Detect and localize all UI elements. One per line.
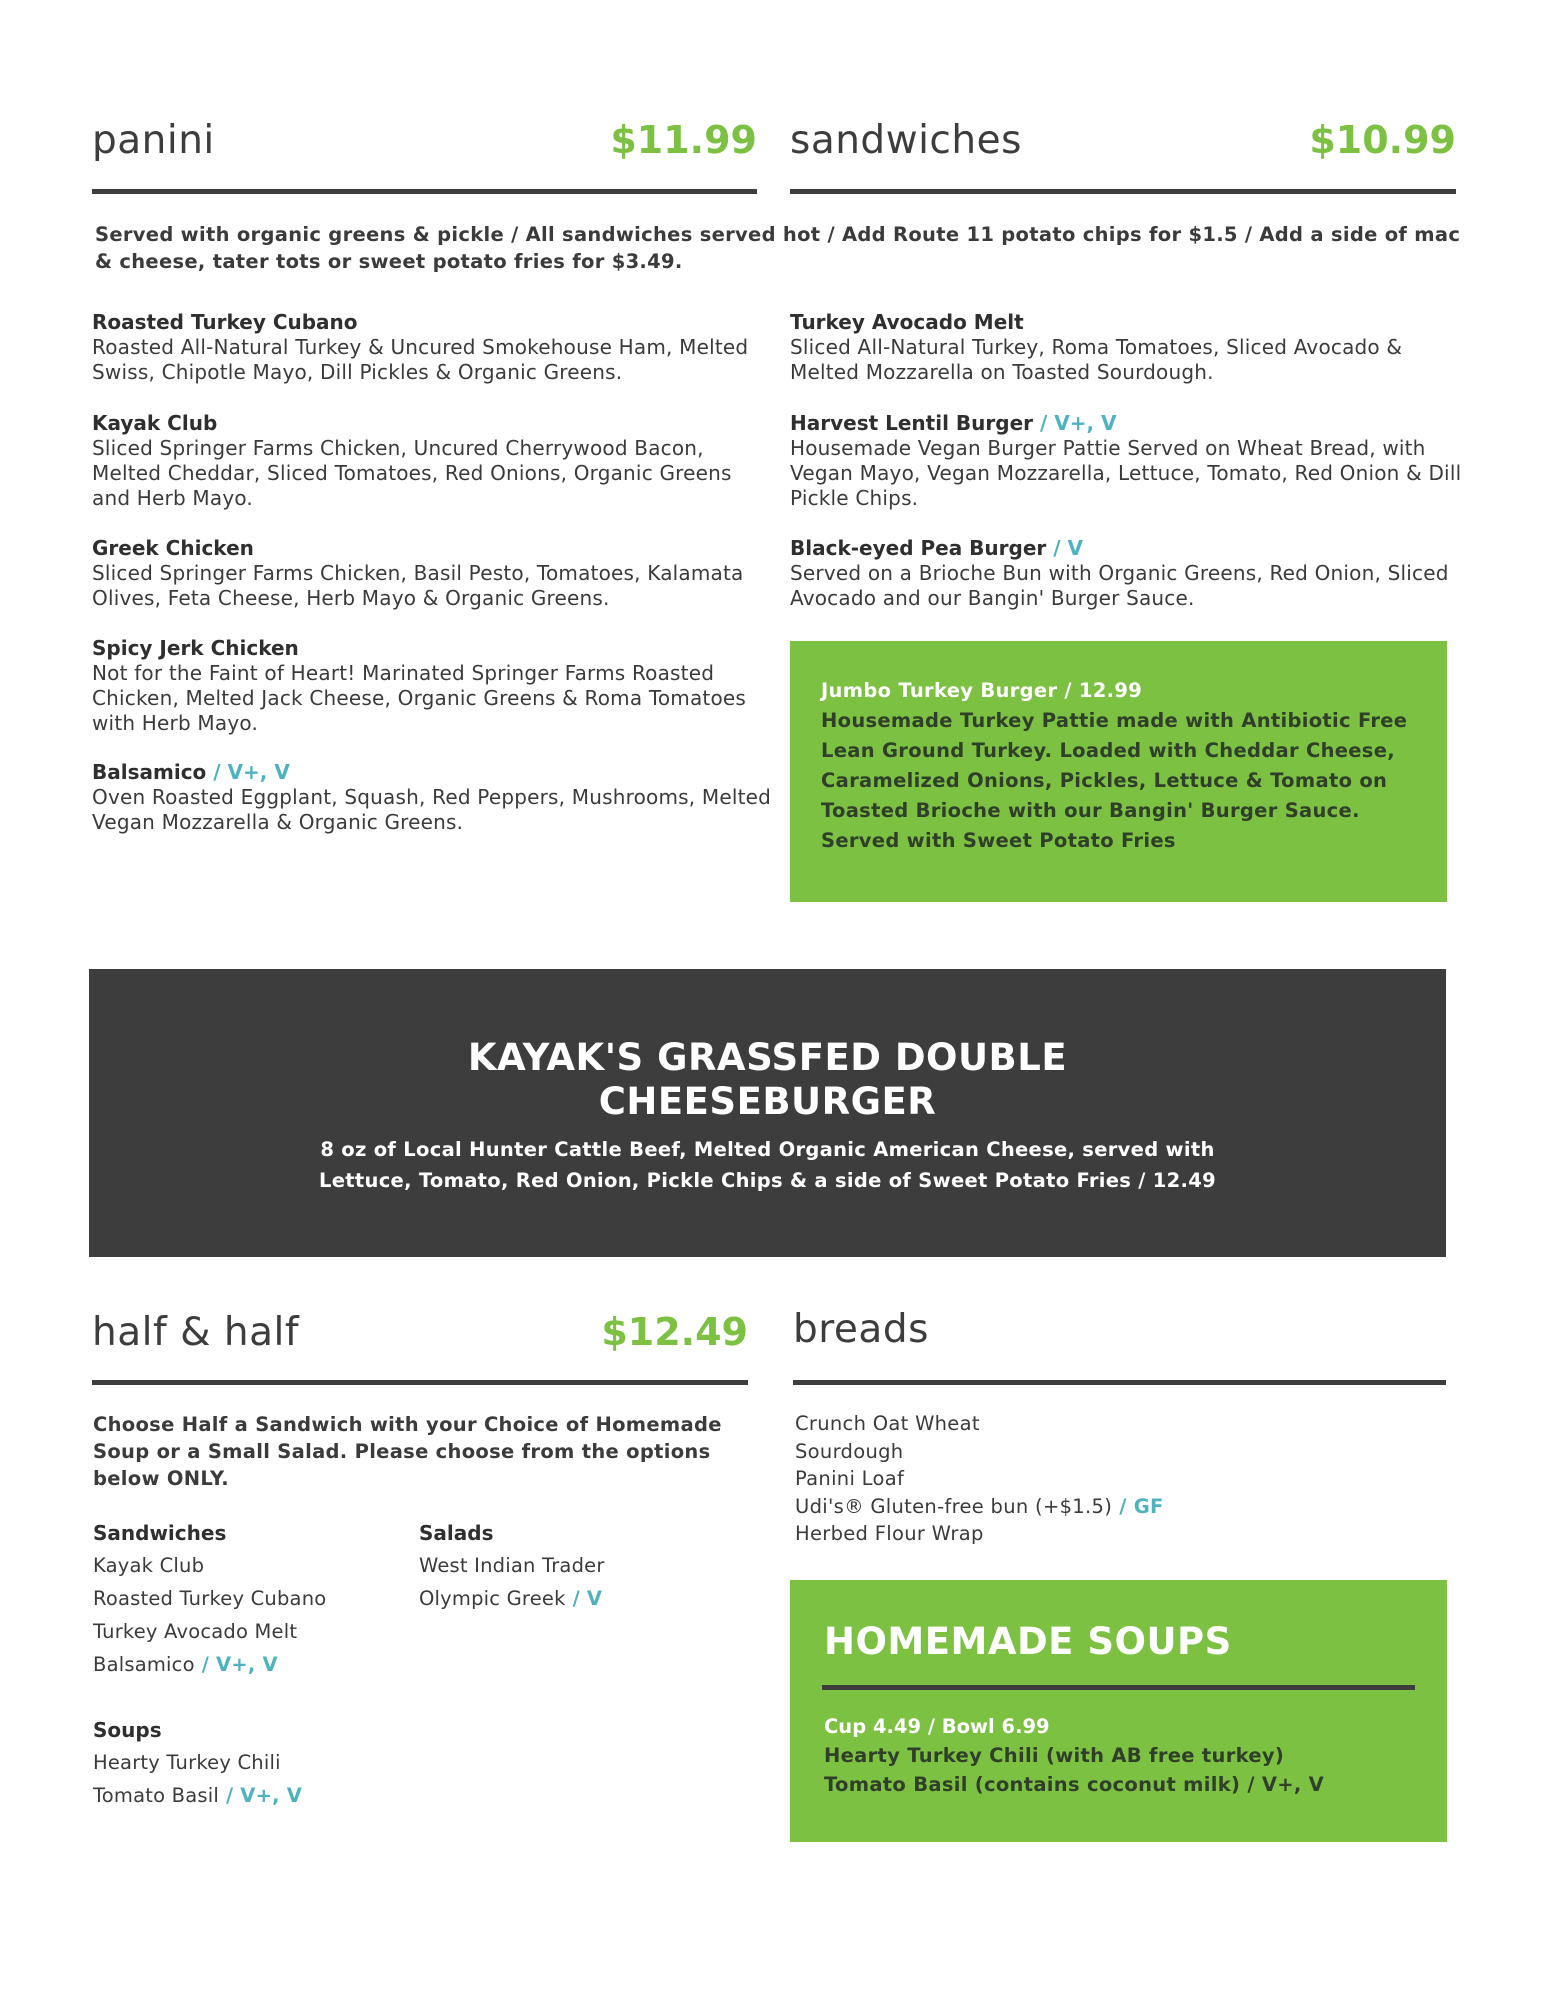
diet-tag: / V — [1046, 536, 1083, 560]
list-item: Turkey Avocado Melt — [93, 1620, 298, 1643]
item-name: Kayak Club — [92, 411, 218, 435]
list-item: Sourdough — [795, 1439, 904, 1463]
list-item: Roasted Turkey Cubano — [93, 1587, 327, 1610]
menu-item — [92, 636, 772, 760]
half-and-half-title: half & half — [92, 1310, 300, 1355]
menu-item — [92, 411, 772, 536]
item-name: Turkey Avocado Melt — [790, 310, 1024, 334]
breads-title: breads — [793, 1307, 929, 1352]
half-and-half-divider — [92, 1380, 748, 1385]
panini-divider — [92, 189, 757, 194]
menu-item — [790, 310, 1470, 411]
sandwiches-divider — [790, 189, 1456, 194]
item-description: Roasted All-Natural Turkey & Uncured Smokehouse Ham, Melted Swiss, Chipotle Mayo, Dill Pickles & Organic Greens. — [92, 335, 749, 384]
item-name: Harvest Lentil Burger — [790, 411, 1033, 435]
list-item: Herbed Flour Wrap — [795, 1522, 984, 1545]
panini-title: panini — [92, 118, 215, 163]
sandwich-intro: Served with organic greens & pickle / All sandwiches served hot / Add Route 11 potato chips for $1.5 / Add a side of mac & cheese, tater tots or sweet potato fries for $3.49. — [95, 223, 1461, 273]
homemade-soups-box — [790, 1580, 1447, 1842]
item-name: Roasted Turkey Cubano — [92, 310, 358, 334]
item-name: Balsamico — [92, 760, 207, 784]
sandwiches-title: sandwiches — [790, 118, 1022, 163]
half-sandwiches-heading: Sandwiches — [93, 1521, 227, 1545]
list-item: West Indian Trader — [419, 1554, 605, 1577]
featured-burger-desc-line2: Lettuce, Tomato, Red Onion, Pickle Chips & a side of Sweet Potato Fries / 12.49 — [319, 1169, 1216, 1192]
diet-tag: / V+, V — [206, 760, 290, 784]
item-description: Sliced Springer Farms Chicken, Basil Pesto, Tomatoes, Kalamata Olives, Feta Cheese, Herb Mayo & Organic Greens. — [92, 561, 744, 610]
item-description: Housemade Vegan Burger Pattie Served on Wheat Bread, with Vegan Mayo, Vegan Mozzarella, Lettuce, Tomato, Red Onion & Dill Pickle Chips. — [790, 436, 1462, 510]
sandwiches-price: $10.99 — [1309, 118, 1456, 162]
featured-burger-title-line1: KAYAK'S GRASSFED DOUBLE — [467, 1036, 1068, 1079]
list-item: Tomato Basil / V+, V — [93, 1784, 303, 1807]
list-item: Balsamico / V+, V — [93, 1653, 278, 1676]
item-name: Greek Chicken — [92, 536, 254, 560]
half-soups-list — [93, 1714, 403, 1812]
list-item: Olympic Greek / V — [419, 1587, 603, 1610]
breads-list — [795, 1410, 1435, 1548]
half-soups-heading: Soups — [93, 1718, 162, 1742]
menu-item — [92, 310, 772, 411]
menu-item — [92, 536, 772, 636]
breads-divider — [793, 1380, 1446, 1385]
half-sandwiches-list — [93, 1517, 403, 1681]
item-description: Oven Roasted Eggplant, Squash, Red Peppers, Mushrooms, Melted Vegan Mozzarella & Organic Greens. — [92, 785, 772, 834]
half-salads-heading: Salads — [419, 1521, 494, 1545]
panini-column — [92, 310, 772, 835]
item-name: Black-eyed Pea Burger — [790, 536, 1047, 560]
half-and-half-price: $12.49 — [601, 1310, 748, 1354]
menu-item — [92, 760, 772, 835]
menu-item — [790, 536, 1470, 611]
soup-item: Hearty Turkey Chili (with AB free turkey) — [824, 1744, 1285, 1767]
panini-price: $11.99 — [610, 118, 757, 162]
soup-item: Tomato Basil (contains coconut milk) / V+, V — [824, 1773, 1325, 1796]
menu-item — [790, 411, 1470, 536]
list-item: Crunch Oat Wheat — [795, 1412, 980, 1435]
featured-burger-title-line2: CHEESEBURGER — [598, 1080, 937, 1123]
jumbo-burger-box — [790, 641, 1447, 902]
homemade-soups-title: HOMEMADE SOUPS — [824, 1620, 1232, 1663]
item-name: Spicy Jerk Chicken — [92, 636, 299, 660]
jumbo-burger-description: Housemade Turkey Pattie made with Antibiotic Free Lean Ground Turkey. Loaded with Cheddar Cheese, Caramelized Onions, Pickles, Lettuce & Tomato on Toasted Brioche with our Bangin' Burger Sauce. Served with Sweet Potato Fries — [821, 709, 1408, 852]
list-item: Kayak Club — [93, 1554, 205, 1577]
diet-tag: / V+, V — [1033, 411, 1117, 435]
featured-burger-desc-line1: 8 oz of Local Hunter Cattle Beef, Melted Organic American Cheese, served with — [320, 1138, 1215, 1161]
item-description: Sliced Springer Farms Chicken, Uncured Cherrywood Bacon, Melted Cheddar, Sliced Tomatoes, Red Onions, Organic Greens and Herb Mayo. — [92, 436, 732, 510]
list-item: Hearty Turkey Chili — [93, 1751, 281, 1774]
jumbo-burger-title: Jumbo Turkey Burger / 12.99 — [821, 679, 1143, 702]
half-salads-list — [419, 1517, 729, 1615]
item-description: Served on a Brioche Bun with Organic Greens, Red Onion, Sliced Avocado and our Bangin' Burger Sauce. — [790, 561, 1449, 610]
list-item: Udi's® Gluten-free bun (+$1.5) / GF — [795, 1494, 1164, 1518]
list-item: Panini Loaf — [795, 1467, 905, 1490]
featured-burger-banner — [89, 969, 1446, 1257]
soups-price: Cup 4.49 / Bowl 6.99 — [824, 1715, 1050, 1738]
homemade-soups-divider — [822, 1685, 1415, 1690]
half-and-half-intro: Choose Half a Sandwich with your Choice of Homemade Soup or a Small Salad. Please choose from the options below ONLY. — [93, 1413, 722, 1490]
item-description: Not for the Faint of Heart! Marinated Springer Farms Roasted Chicken, Melted Jack Cheese, Organic Greens & Roma Tomatoes with Herb Mayo. — [92, 661, 747, 735]
sandwiches-column — [790, 310, 1470, 611]
item-description: Sliced All-Natural Turkey, Roma Tomatoes, Sliced Avocado & Melted Mozzarella on Toasted Sourdough. — [790, 335, 1403, 384]
